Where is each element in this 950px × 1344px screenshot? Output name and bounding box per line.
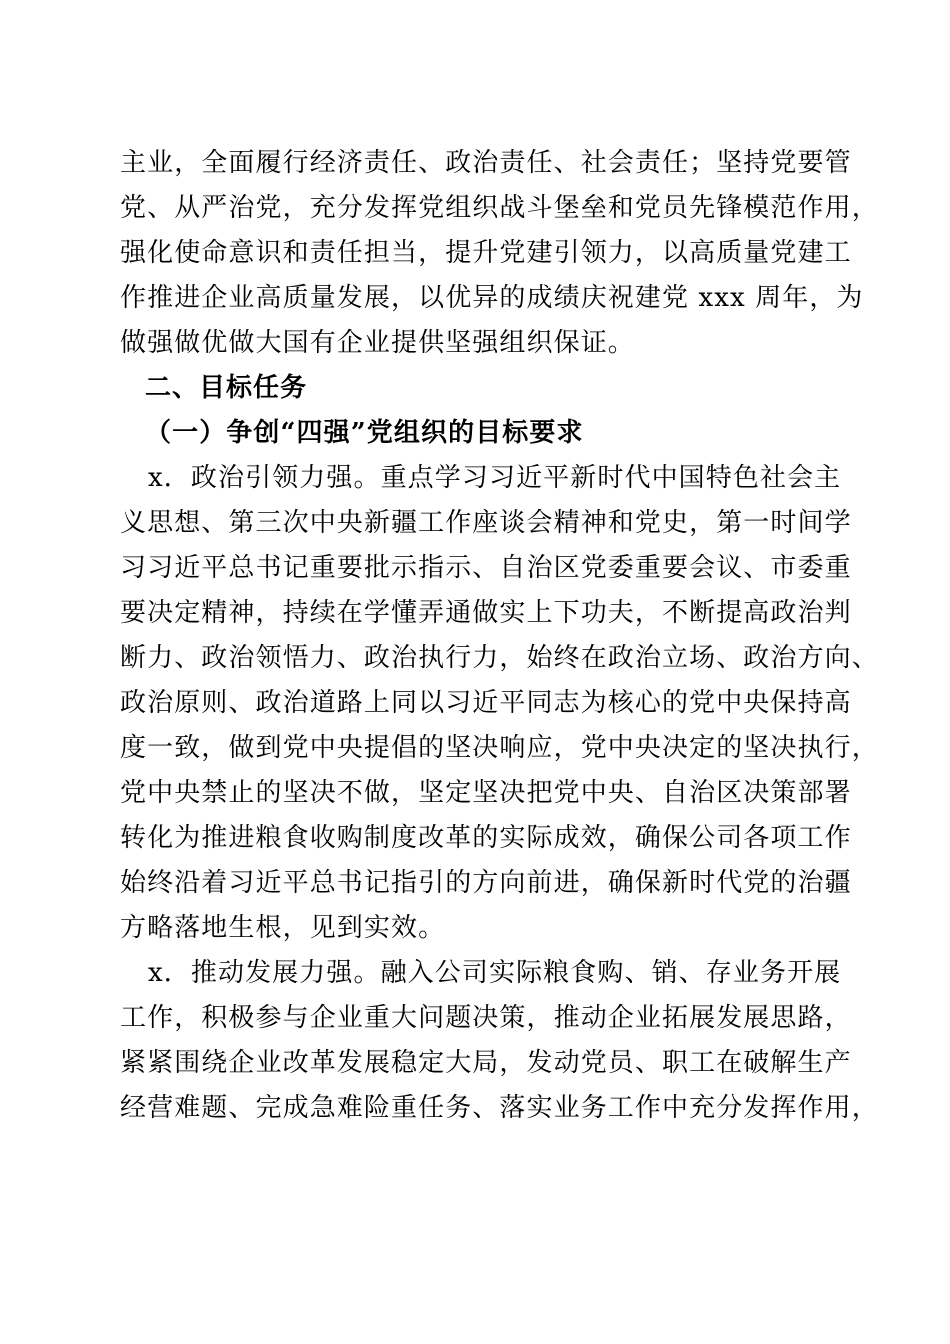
paragraph-line: 义思想、第三次中央新疆工作座谈会精神和党史，第一时间学 xyxy=(120,508,852,538)
paragraph-line: 主业，全面履行经济责任、政治责任、社会责任；坚持党要管 xyxy=(120,148,852,178)
paragraph-line: 度一致，做到党中央提倡的坚决响应，党中央决定的坚决执行， xyxy=(120,733,879,763)
paragraph-line: 紧紧围绕企业改革发展稳定大局，发动党员、职工在破解生产 xyxy=(120,1048,852,1078)
subsection-heading: （一）争创“四强”党组织的目标要求 xyxy=(145,418,584,448)
paragraph-line: 党中央禁止的坚决不做，坚定坚决把党中央、自治区决策部署 xyxy=(120,778,852,808)
paragraph-line: 方略落地生根，见到实效。 xyxy=(120,913,446,943)
paragraph-line: 作推进企业高质量发展，以优异的成绩庆祝建党 xxx 周年，为 xyxy=(120,283,864,313)
paragraph-line: 经营难题、完成急难险重任务、落实业务工作中充分发挥作用， xyxy=(120,1093,879,1123)
paragraph-line: 转化为推进粮食收购制度改革的实际成效，确保公司各项工作 xyxy=(120,823,852,853)
paragraph-line: x．推动发展力强。融入公司实际粮食购、销、存业务开展 xyxy=(148,958,842,988)
paragraph-line: 习习近平总书记重要批示指示、自治区党委重要会议、市委重 xyxy=(120,553,852,583)
paragraph-line: x．政治引领力强。重点学习习近平新时代中国特色社会主 xyxy=(148,463,842,493)
paragraph-line: 断力、政治领悟力、政治执行力，始终在政治立场、政治方向、 xyxy=(120,643,879,673)
paragraph-line: 工作，积极参与企业重大问题决策，推动企业拓展发展思路， xyxy=(120,1003,852,1033)
paragraph-line: 做强做优做大国有企业提供坚强组织保证。 xyxy=(120,328,635,358)
paragraph-line: 要决定精神，持续在学懂弄通做实上下功夫，不断提高政治判 xyxy=(120,598,852,628)
paragraph-line: 党、从严治党，充分发挥党组织战斗堡垒和党员先锋模范作用， xyxy=(120,193,879,223)
paragraph-line: 政治原则、政治道路上同以习近平同志为核心的党中央保持高 xyxy=(120,688,852,718)
paragraph-line: 强化使命意识和责任担当，提升党建引领力，以高质量党建工 xyxy=(120,238,852,268)
section-heading: 二、目标任务 xyxy=(145,373,308,403)
paragraph-line: 始终沿着习近平总书记指引的方向前进，确保新时代党的治疆 xyxy=(120,868,852,898)
